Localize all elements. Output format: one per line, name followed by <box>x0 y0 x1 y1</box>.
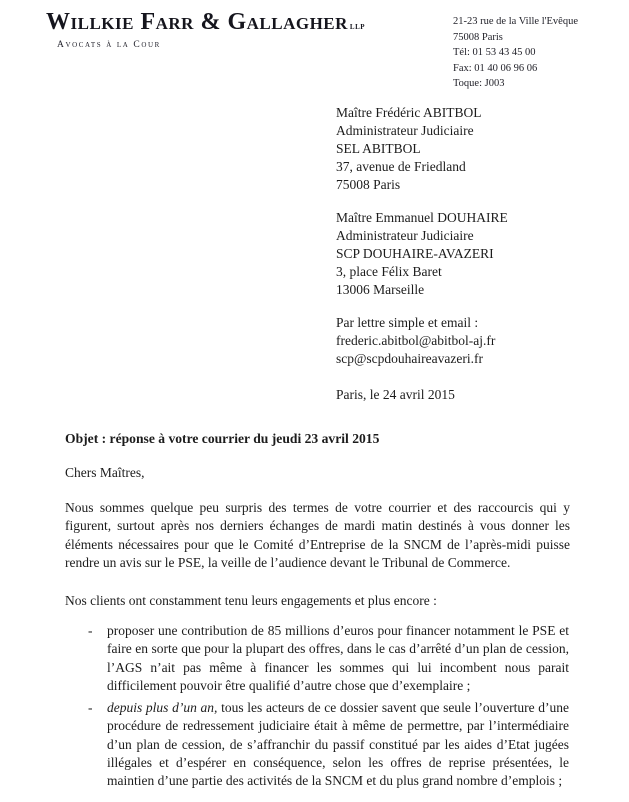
recipient-city: 13006 Marseille <box>336 282 425 297</box>
bullet-lead-italic: depuis plus d’un an, <box>107 700 218 715</box>
salutation: Chers Maîtres, <box>65 465 145 480</box>
email-douhaire: scp@scpdouhaireavazeri.fr <box>336 351 483 366</box>
recipient-firm: SCP DOUHAIRE-AVAZERI <box>336 246 494 261</box>
recipient-name: Maître Emmanuel DOUHAIRE <box>336 210 508 225</box>
firm-tagline: Avocats à la Cour <box>57 40 161 50</box>
firm-name: Willkie Farr & Gallagher <box>46 9 348 35</box>
bullet-text <box>107 699 569 790</box>
subject-line: Objet : réponse à votre courrier du jeudi 23 avril 2015 <box>65 431 380 446</box>
firm-address-line: 21-23 rue de la Ville l'Evêque <box>453 16 578 27</box>
recipient-block-abitbol <box>336 104 481 194</box>
firm-logo <box>46 9 365 36</box>
email-abitbol: frederic.abitbol@abitbol-aj.fr <box>336 333 496 348</box>
firm-phone: Tél: 01 53 43 45 00 <box>453 47 536 58</box>
firm-contact-block <box>453 14 578 92</box>
bullet-dash: - <box>88 623 93 638</box>
recipient-name: Maître Frédéric ABITBOL <box>336 105 482 120</box>
body-paragraph-1: Nous sommes quelque peu surpris des termes de votre courrier et des raccourcis qui y figurent, surtout après nos derniers échanges de mardi matin destinés à vous donner les éléments nécessaires pour que le Comité d’Entreprise de la SNCM de l’après-midi puisse rendre un avis sur le PSE, la veille de l’audience devant le Tribunal de Commerce. <box>65 500 570 571</box>
delivery-block <box>336 314 495 368</box>
dateline: Paris, le 24 avril 2015 <box>336 387 455 402</box>
recipient-street: 37, avenue de Friedland <box>336 159 466 174</box>
bullet-body: proposer une contribution de 85 millions d’euros pour financer notamment le PSE et faire en sorte que pour la plupart des offres, dans le cas d’arrêté d’un plan de cession, l’AGS n’ait pas même à financer les sommes qui lui incombent nous parait difficilement pouvoir être qualifié d’autre chose que d’exemplaire ; <box>107 623 569 693</box>
firm-toque: Toque: J003 <box>453 78 505 89</box>
recipient-block-douhaire <box>336 209 508 299</box>
recipient-title: Administrateur Judiciaire <box>336 123 474 138</box>
recipient-street: 3, place Félix Baret <box>336 264 442 279</box>
delivery-method: Par lettre simple et email : <box>336 315 479 330</box>
bullet-item-2 <box>88 699 569 790</box>
bullet-dash: - <box>88 700 93 715</box>
bullet-body: tous les acteurs de ce dossier savent que seule l’ouverture d’une procédure de redressement judiciaire était à même de permettre, par l’intermédiaire d’un plan de cession, de s’affranchir du passif constitué par les aides d’Etat jugées illégales et d’espérer en conséquence, selon les offres de reprise présentées, le maintien d’une partie des activités de la SNCM et du plus grand nombre d’emplois ; <box>107 700 569 789</box>
bullet-text <box>107 622 569 695</box>
firm-suffix: llp <box>349 21 366 32</box>
list-intro: Nos clients ont constamment tenu leurs engagements et plus encore : <box>65 593 437 608</box>
recipient-city: 75008 Paris <box>336 177 401 192</box>
recipient-firm: SEL ABITBOL <box>336 141 421 156</box>
firm-fax: Fax: 01 40 06 96 06 <box>453 62 538 74</box>
recipient-title: Administrateur Judiciaire <box>336 228 474 243</box>
firm-address-line: 75008 Paris <box>453 31 503 43</box>
bullet-item-1 <box>88 622 569 695</box>
